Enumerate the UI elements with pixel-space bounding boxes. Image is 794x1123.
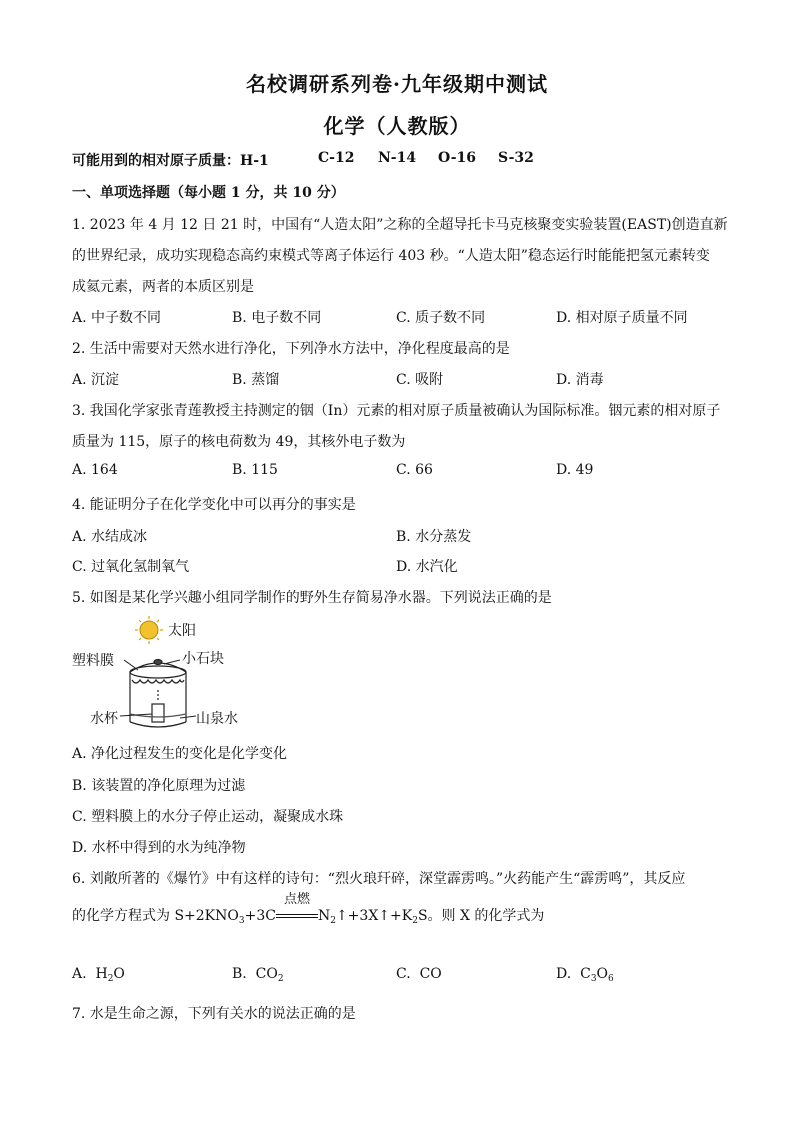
q2-option-b[interactable]: B. 蒸馏 <box>232 372 280 388</box>
container-icon <box>130 660 186 728</box>
label-water: 山泉水 <box>196 711 238 727</box>
q5-text: 5. 如图是某化学兴趣小组同学制作的野外生存简易净水器。下列说法正确的是 <box>72 590 552 606</box>
q6-option-a-letter: A. <box>72 966 87 982</box>
label-film: 塑料膜 <box>72 653 114 669</box>
q4-text: 4. 能证明分子在化学变化中可以再分的事实是 <box>72 497 356 513</box>
label-sun: 太阳 <box>168 623 196 639</box>
q6-option-c-base: CO <box>419 966 442 982</box>
eq-prefix: 的化学方程式为 S+2KNO <box>72 908 239 924</box>
q3-line-2: 质量为 115，原子的核电荷数为 49，其核外电子数为 <box>72 434 406 450</box>
eq-sub-1: 3 <box>238 916 245 926</box>
eq-sub-2: 2 <box>330 916 336 926</box>
q6-option-b-sub: 2 <box>277 974 284 984</box>
q6-option-a[interactable] <box>72 966 125 984</box>
q2-option-c[interactable]: C. 吸附 <box>396 372 444 388</box>
sun-icon <box>135 616 163 644</box>
q6-option-d-tail: O <box>596 966 609 982</box>
q4-option-d[interactable]: D. 水汽化 <box>396 559 458 575</box>
q2-option-a[interactable]: A. 沉淀 <box>72 372 120 388</box>
q1-line-3: 成氦元素，两者的本质区别是 <box>72 279 254 295</box>
q6-option-c[interactable] <box>396 966 442 982</box>
eq-mid-1: +3C <box>244 908 276 924</box>
q6-option-d[interactable] <box>556 966 614 984</box>
q4-option-a[interactable]: A. 水结成冰 <box>72 529 148 545</box>
label-cup: 水杯 <box>90 711 118 727</box>
atomic-masses-label: 可能用到的相对原子质量：H-1 <box>72 153 269 169</box>
eq-mid-2: ↑+3X↑+K <box>335 908 413 924</box>
q6-option-d-sub2: 6 <box>608 974 614 984</box>
q6-option-d-letter: D. <box>556 966 572 982</box>
section-heading: 一、单项选择题（每小题 1 分，共 10 分） <box>72 185 345 201</box>
q3-option-d[interactable]: D. 49 <box>556 462 594 478</box>
q1-line-2: 的世界纪录，成功实现稳态高约束模式等离子体运行 403 秒。“人造太阳”稳态运行时能能把氢元素转变 <box>72 248 710 264</box>
q6-option-d-sub: 3 <box>590 974 597 984</box>
q6-option-a-sub: 2 <box>107 974 114 984</box>
q5-option-b[interactable]: B. 该装置的净化原理为过滤 <box>72 778 246 794</box>
condition-label: 点燃 <box>283 892 310 907</box>
eq-n: N <box>317 908 331 924</box>
q1-line-1: 1. 2023 年 4 月 12 日 21 时，中国有“人造太阳”之称的全超导托卡马克核聚变实验装置(EAST)创造直新 <box>72 217 728 233</box>
q3-option-c[interactable]: C. 66 <box>396 462 433 478</box>
equals-bar <box>276 914 318 918</box>
q3-option-b[interactable]: B. 115 <box>232 462 278 478</box>
q6-option-b-letter: B. <box>232 966 247 982</box>
q1-option-a[interactable]: A. 中子数不同 <box>72 310 162 326</box>
q2-text: 2. 生活中需要对天然水进行净化，下列净水方法中，净化程度最高的是 <box>72 341 510 357</box>
q6-option-c-letter: C. <box>396 966 411 982</box>
atomic-mass-o: O-16 <box>438 150 477 166</box>
water-purifier-figure <box>72 614 252 738</box>
q1-option-d[interactable]: D. 相对原子质量不同 <box>556 310 688 326</box>
eq-sub-3: 2 <box>412 916 418 926</box>
atomic-mass-s: S-32 <box>498 150 534 166</box>
q6-option-a-base: H <box>95 966 108 982</box>
q5-option-c[interactable]: C. 塑料膜上的水分子停止运动，凝聚成水珠 <box>72 809 344 825</box>
q6-equation <box>72 892 545 926</box>
q6-option-b[interactable] <box>232 966 284 984</box>
q1-option-c[interactable]: C. 质子数不同 <box>396 310 486 326</box>
exam-title: 名校调研系列卷·九年级期中测试 <box>246 72 548 96</box>
atomic-mass-n: N-14 <box>378 150 417 166</box>
q5-option-a[interactable]: A. 净化过程发生的变化是化学变化 <box>72 746 288 762</box>
exam-subtitle: 化学（人教版） <box>323 114 471 138</box>
q4-option-c[interactable]: C. 过氧化氢制氧气 <box>72 559 190 575</box>
q2-option-d[interactable]: D. 消毒 <box>556 372 604 388</box>
q6-option-d-base: C <box>580 966 591 982</box>
q6-option-b-base: CO <box>255 966 278 982</box>
label-stone: 小石块 <box>182 651 224 667</box>
q5-option-d[interactable]: D. 水杯中得到的水为纯净物 <box>72 840 246 856</box>
eq-mid-3: S。则 X 的化学式为 <box>417 908 545 924</box>
atomic-mass-c: C-12 <box>318 150 355 166</box>
q1-option-b[interactable]: B. 电子数不同 <box>232 310 322 326</box>
q6-text: 6. 刘敞所著的《爆竹》中有这样的诗句：“烈火琅玕碎，深堂霹雳鸣。”火药能产生“霹雳鸣”，其反应 <box>72 871 686 887</box>
q4-option-b[interactable]: B. 水分蒸发 <box>396 529 472 545</box>
q7-text: 7. 水是生命之源，下列有关水的说法正确的是 <box>72 1006 356 1022</box>
q3-line-1: 3. 我国化学家张青莲教授主持测定的铟（In）元素的相对原子质量被确认为国际标准。铟元素的相对原子 <box>72 403 721 419</box>
q6-option-a-tail: O <box>113 966 125 982</box>
q3-option-a[interactable]: A. 164 <box>72 462 118 478</box>
reaction-condition <box>276 892 318 921</box>
